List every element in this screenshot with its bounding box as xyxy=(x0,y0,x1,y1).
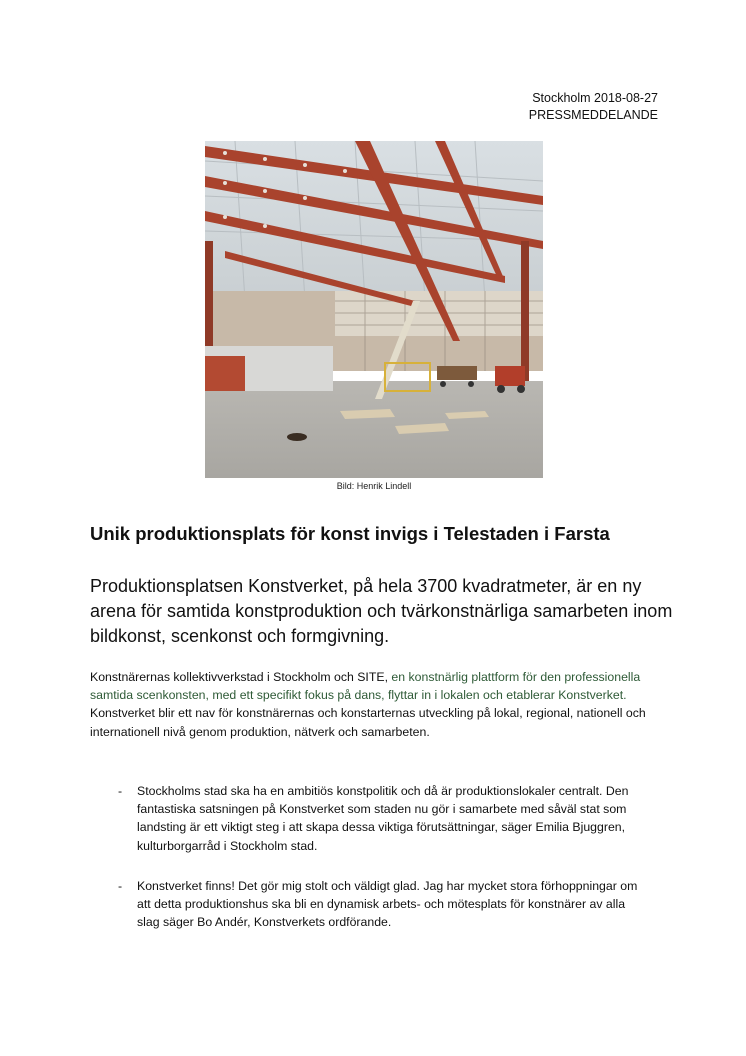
quote-dash: - xyxy=(118,879,123,893)
place-date: Stockholm 2018-08-27 xyxy=(532,91,658,105)
quote-text: Konstverket finns! Det gör mig stolt och väldigt glad. Jag har mycket stora förhoppningar om att detta produktionshus ska bli en dynamisk arbets- och mötesplats för konstnärer av alla slag säger Bo Andér, Konstverkets ordförande. xyxy=(137,879,638,930)
page-title: Unik produktionsplats för konst invigs i Telestaden i Farsta xyxy=(90,523,610,544)
body-paragraph xyxy=(90,668,670,741)
body-text-highlight: en konstnärlig plattform för den professionella samtida scenkonsten, med ett specifikt fokus på dans, flyttar in i lokalen och etablerar Konstverket. xyxy=(90,670,641,703)
press-header xyxy=(529,90,658,124)
photo-caption: Bild: Henrik Lindell xyxy=(336,481,412,491)
lead-paragraph: Produktionsplatsen Konstverket, på hela 3700 kvadratmeter, är en ny arena för samtida konstproduktion och tvärkonstnärliga samarbeten inom bildkonst, scenkonst och formgivning. xyxy=(90,576,673,646)
document-type: PRESSMEDDELANDE xyxy=(528,108,658,122)
quote-text: Stockholms stad ska ha en ambitiös konstpolitik och då är produktionslokaler centralt. Den fantastiska satsningen på Konstverket som staden nu gör i samarbete med såväl stat som landsting är ett viktigt steg i att skapa dessa viktiga förutsättningar, säger Emilia Bjuggren, kulturborgarråd i Stockholm stad. xyxy=(137,784,629,853)
warehouse-photo xyxy=(205,141,543,478)
body-text-1: Konstnärernas kollektivverkstad i Stockholm och SITE, xyxy=(90,670,392,684)
quote-item xyxy=(118,877,638,932)
quote-item xyxy=(118,782,638,855)
body-text-2: Konstverket blir ett nav för konstnärernas och konstarternas utveckling på lokal, regional, nationell och internationell nivå genom produktion, nätverk och samarbeten. xyxy=(90,706,646,739)
quote-dash: - xyxy=(118,784,123,798)
